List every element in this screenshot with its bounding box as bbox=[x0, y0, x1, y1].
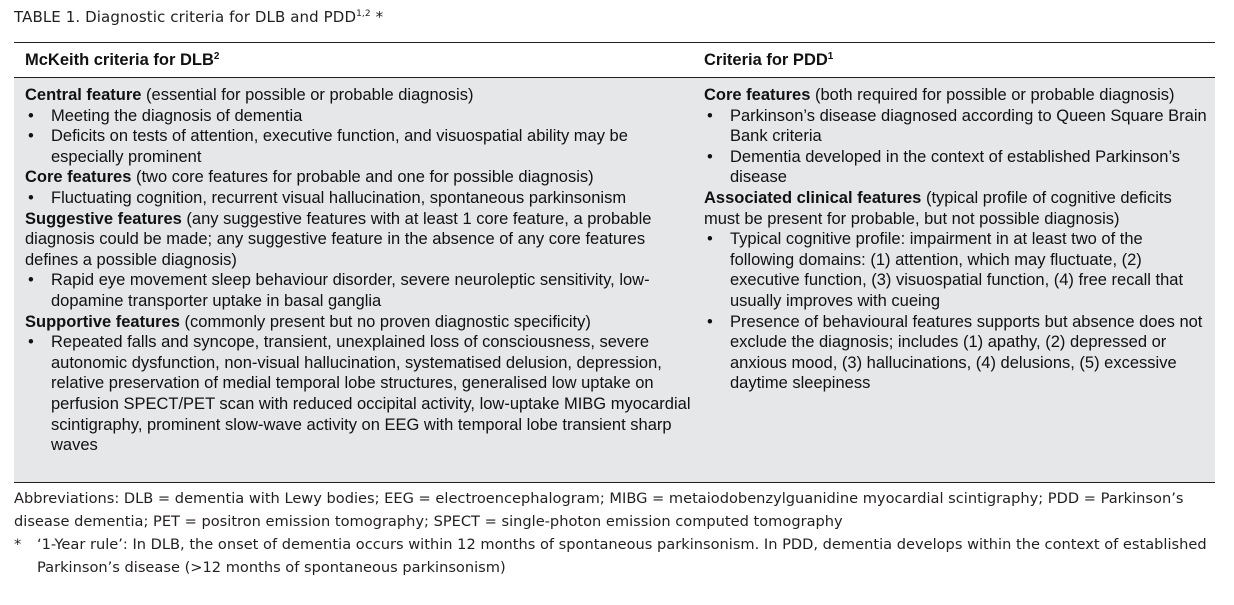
criteria-table bbox=[14, 42, 1215, 455]
list-item-text: Dementia developed in the context of established Parkinson’s disease bbox=[730, 147, 1181, 187]
list-item bbox=[25, 332, 697, 456]
suggestive-features-desc: (any suggestive features with at least 1 core feature, a probable diagnosis could be made; any suggestive feature in the absence of any core features defines a possible diagnosis) bbox=[25, 209, 652, 269]
pdd-core-features-title: Core features bbox=[704, 86, 811, 104]
dlb-core-features-heading bbox=[25, 167, 697, 188]
pdd-core-features-heading bbox=[704, 85, 1209, 106]
list-item bbox=[25, 106, 697, 127]
list-item-text: Rapid eye movement sleep behaviour disorder, severe neuroleptic sensitivity, low-dopamine transporter uptake in basal ganglia bbox=[51, 271, 650, 310]
bullet-icon: • bbox=[707, 312, 713, 331]
central-feature-title: Central feature bbox=[25, 86, 142, 104]
pdd-core-features-desc: (both required for possible or probable diagnosis) bbox=[810, 86, 1175, 104]
list-item bbox=[25, 188, 697, 209]
supportive-features-heading bbox=[25, 312, 697, 333]
list-item-text: Presence of behavioural features supports but absence does not exclude the diagnosis; includes (1) apathy, (2) depressed or anxious mood, (3) hallucinations, (4) delusions, (5) excessive daytime sleepiness bbox=[730, 312, 1203, 393]
bullet-icon: • bbox=[707, 106, 713, 125]
associated-features-title: Associated clinical features bbox=[704, 188, 922, 207]
central-feature-desc: (essential for possible or probable diagnosis) bbox=[141, 86, 474, 104]
one-year-rule-note bbox=[14, 533, 1224, 579]
bullet-icon: • bbox=[28, 188, 34, 207]
header-pdd bbox=[704, 51, 833, 70]
associated-features-heading bbox=[704, 188, 1209, 229]
bullet-icon: • bbox=[707, 147, 713, 166]
suggestive-features-title: Suggestive features bbox=[25, 209, 182, 228]
header-pdd-ref: 1 bbox=[827, 51, 834, 62]
table-footnotes bbox=[14, 487, 1224, 579]
supportive-features-desc: (commonly present but no proven diagnostic specificity) bbox=[179, 312, 591, 331]
header-dlb-text: McKeith criteria for DLB bbox=[25, 51, 214, 69]
header-pdd-text: Criteria for PDD bbox=[704, 51, 828, 69]
table-caption bbox=[14, 8, 383, 26]
dlb-criteria-cell bbox=[25, 85, 697, 456]
table-caption-refs: 1,2 bbox=[356, 9, 371, 19]
list-item bbox=[704, 106, 1209, 147]
list-item-text: Typical cognitive profile: impairment in at least two of the following domains: (1) attention, which may fluctuate, (2) executive function, (3) visuospatial function, (4) free recall that usually improves with cueing bbox=[730, 230, 1184, 310]
table-caption-text: TABLE 1. Diagnostic criteria for DLB and PDD bbox=[14, 8, 357, 26]
suggestive-features-heading bbox=[25, 209, 697, 271]
bullet-icon: • bbox=[28, 127, 34, 146]
list-item-text: Repeated falls and syncope, transient, unexplained loss of consciousness, severe autonomic dysfunction, non-visual hallucination, systematised delusion, depression, relative preservation of medial temporal lobe structures, generalised low uptake on perfusion SPECT/PET scan with reduced occipital activity, low-uptake MIBG myocardial scintigraphy, prominent slow-wave activity on EEG with temporal lobe transient sharp waves bbox=[51, 333, 691, 455]
bullet-icon: • bbox=[28, 333, 34, 352]
table-header-row bbox=[14, 43, 1215, 76]
supportive-features-title: Supportive features bbox=[25, 312, 180, 331]
header-dlb-ref: 2 bbox=[213, 51, 220, 62]
one-year-rule-text: ‘1-Year rule’: In DLB, the onset of dementia occurs within 12 months of spontaneous parkinsonism. In PDD, dementia develops within the context of established Parkinson’s disease (>12 months of spontaneous parkinsonism) bbox=[37, 536, 1207, 576]
table-caption-mark: * bbox=[370, 8, 384, 26]
header-dlb bbox=[25, 51, 219, 70]
bullet-icon: • bbox=[28, 106, 34, 125]
list-item bbox=[25, 126, 697, 167]
list-item bbox=[25, 270, 697, 311]
list-item-text: Fluctuating cognition, recurrent visual hallucination, spontaneous parkinsonism bbox=[51, 188, 627, 207]
dlb-core-features-desc: (two core features for probable and one for possible diagnosis) bbox=[131, 168, 594, 187]
abbreviations-note: Abbreviations: DLB = dementia with Lewy bodies; EEG = electroencephalogram; MIBG = metaiodobenzylguanidine myocardial scintigraphy; PDD = Parkinson’s disease dementia; PET = positron emission tomography; SPECT = single-photon emission computed tomography bbox=[14, 490, 1184, 530]
list-item-text: Deficits on tests of attention, executive function, and visuospatial ability may be especially prominent bbox=[51, 127, 628, 166]
asterisk-marker: * bbox=[14, 536, 22, 553]
table-body bbox=[14, 77, 1215, 483]
list-item bbox=[704, 229, 1209, 311]
pdd-criteria-cell bbox=[704, 85, 1209, 394]
list-item bbox=[704, 147, 1209, 188]
list-item-text: Parkinson’s disease diagnosed according to Queen Square Brain Bank criteria bbox=[730, 106, 1207, 146]
associated-features-desc: (typical profile of cognitive deficits must be present for probable, but not possible diagnosis) bbox=[704, 188, 1172, 228]
dlb-core-features-title: Core features bbox=[25, 168, 132, 187]
central-feature-heading bbox=[25, 85, 697, 106]
bullet-icon: • bbox=[28, 271, 34, 290]
list-item-text: Meeting the diagnosis of dementia bbox=[51, 106, 303, 125]
list-item bbox=[704, 312, 1209, 394]
bullet-icon: • bbox=[707, 230, 713, 249]
